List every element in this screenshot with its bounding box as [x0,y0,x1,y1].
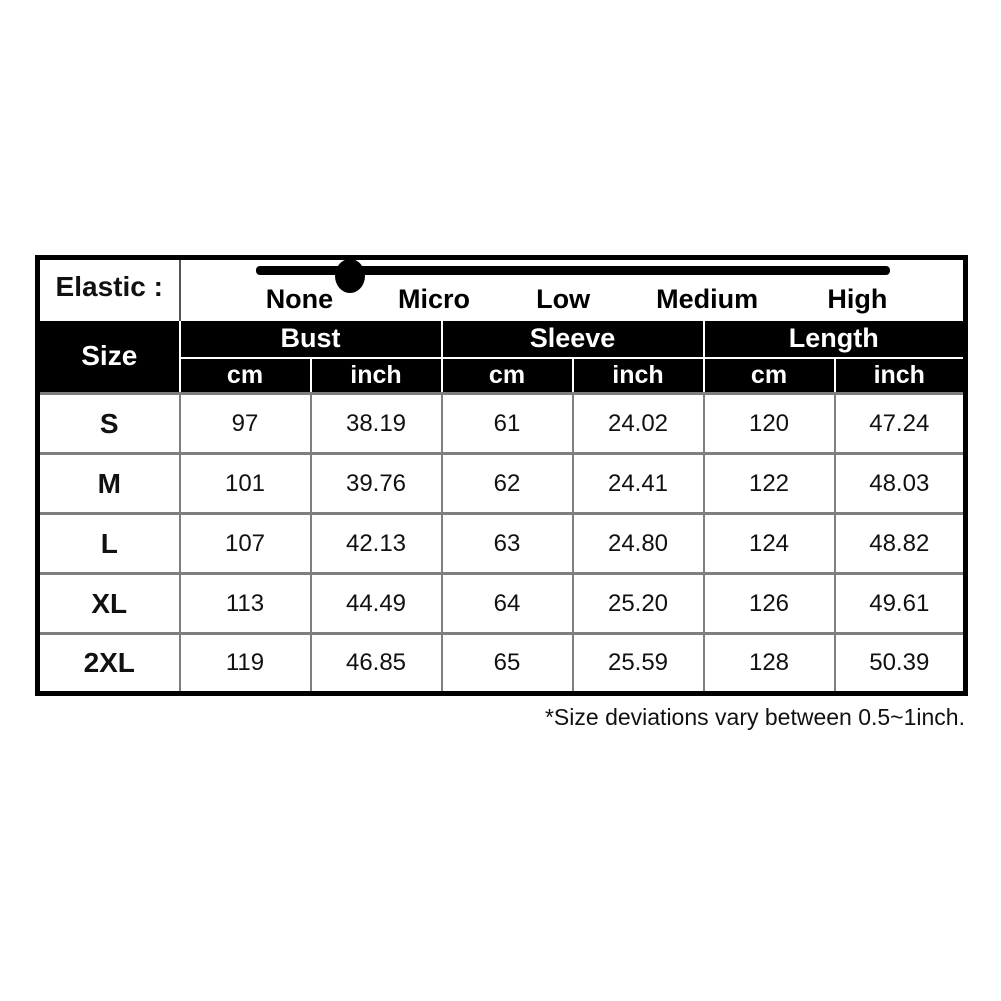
sleeve-inch-cell: 25.20 [573,574,704,634]
size-cell: 2XL [38,634,180,694]
sleeve-cm-cell: 65 [442,634,573,694]
length-inch-cell: 48.03 [835,454,966,514]
length-cm-cell: 124 [704,514,835,574]
bust-inch-header: inch [311,358,442,394]
size-cell: L [38,514,180,574]
bust-inch-cell: 38.19 [311,394,442,454]
bust-header: Bust [180,320,442,358]
size-chart [35,255,965,731]
elastic-slider-cell [180,258,966,320]
table-row [38,634,966,694]
slider-label-low: Low [536,284,591,314]
sleeve-cm-cell: 61 [442,394,573,454]
sleeve-cm-cell: 63 [442,514,573,574]
bust-inch-cell: 42.13 [311,514,442,574]
length-inch-cell: 50.39 [835,634,966,694]
table-row [38,574,966,634]
sleeve-cm-cell: 64 [442,574,573,634]
group-header-row [38,320,966,358]
bust-inch-cell: 44.49 [311,574,442,634]
length-cm-header: cm [704,358,835,394]
elastic-row [38,258,966,320]
size-header: Size [38,320,180,394]
bust-cm-cell: 107 [180,514,311,574]
table-row [38,394,966,454]
bust-cm-cell: 97 [180,394,311,454]
sleeve-inch-cell: 25.59 [573,634,704,694]
size-deviation-note: *Size deviations vary between 0.5~1inch. [544,704,965,730]
bust-inch-cell: 39.76 [311,454,442,514]
sleeve-inch-cell: 24.41 [573,454,704,514]
size-cell: M [38,454,180,514]
length-cm-cell: 120 [704,394,835,454]
length-cm-cell: 122 [704,454,835,514]
slider-label-high: High [827,284,888,314]
size-cell: XL [38,574,180,634]
size-cell: S [38,394,180,454]
bust-inch-cell: 46.85 [311,634,442,694]
sleeve-cm-cell: 62 [442,454,573,514]
bust-cm-cell: 101 [180,454,311,514]
sleeve-inch-cell: 24.02 [573,394,704,454]
slider-track [256,266,890,275]
length-inch-cell: 49.61 [835,574,966,634]
slider-label-none: None [265,284,334,314]
bust-cm-cell: 119 [180,634,311,694]
slider-labels [181,284,964,314]
table-row [38,514,966,574]
length-inch-header: inch [835,358,966,394]
length-inch-cell: 47.24 [835,394,966,454]
sleeve-cm-header: cm [442,358,573,394]
table-row [38,454,966,514]
sleeve-header: Sleeve [442,320,704,358]
length-cm-cell: 128 [704,634,835,694]
bust-cm-cell: 113 [180,574,311,634]
length-header: Length [704,320,966,358]
sleeve-inch-cell: 24.80 [573,514,704,574]
sleeve-inch-header: inch [573,358,704,394]
length-inch-cell: 48.82 [835,514,966,574]
slider-label-medium: Medium [656,284,759,314]
elastic-label: Elastic : [38,258,180,320]
size-chart-table [35,255,968,696]
length-cm-cell: 126 [704,574,835,634]
slider-label-micro: Micro [398,284,471,314]
bust-cm-header: cm [180,358,311,394]
